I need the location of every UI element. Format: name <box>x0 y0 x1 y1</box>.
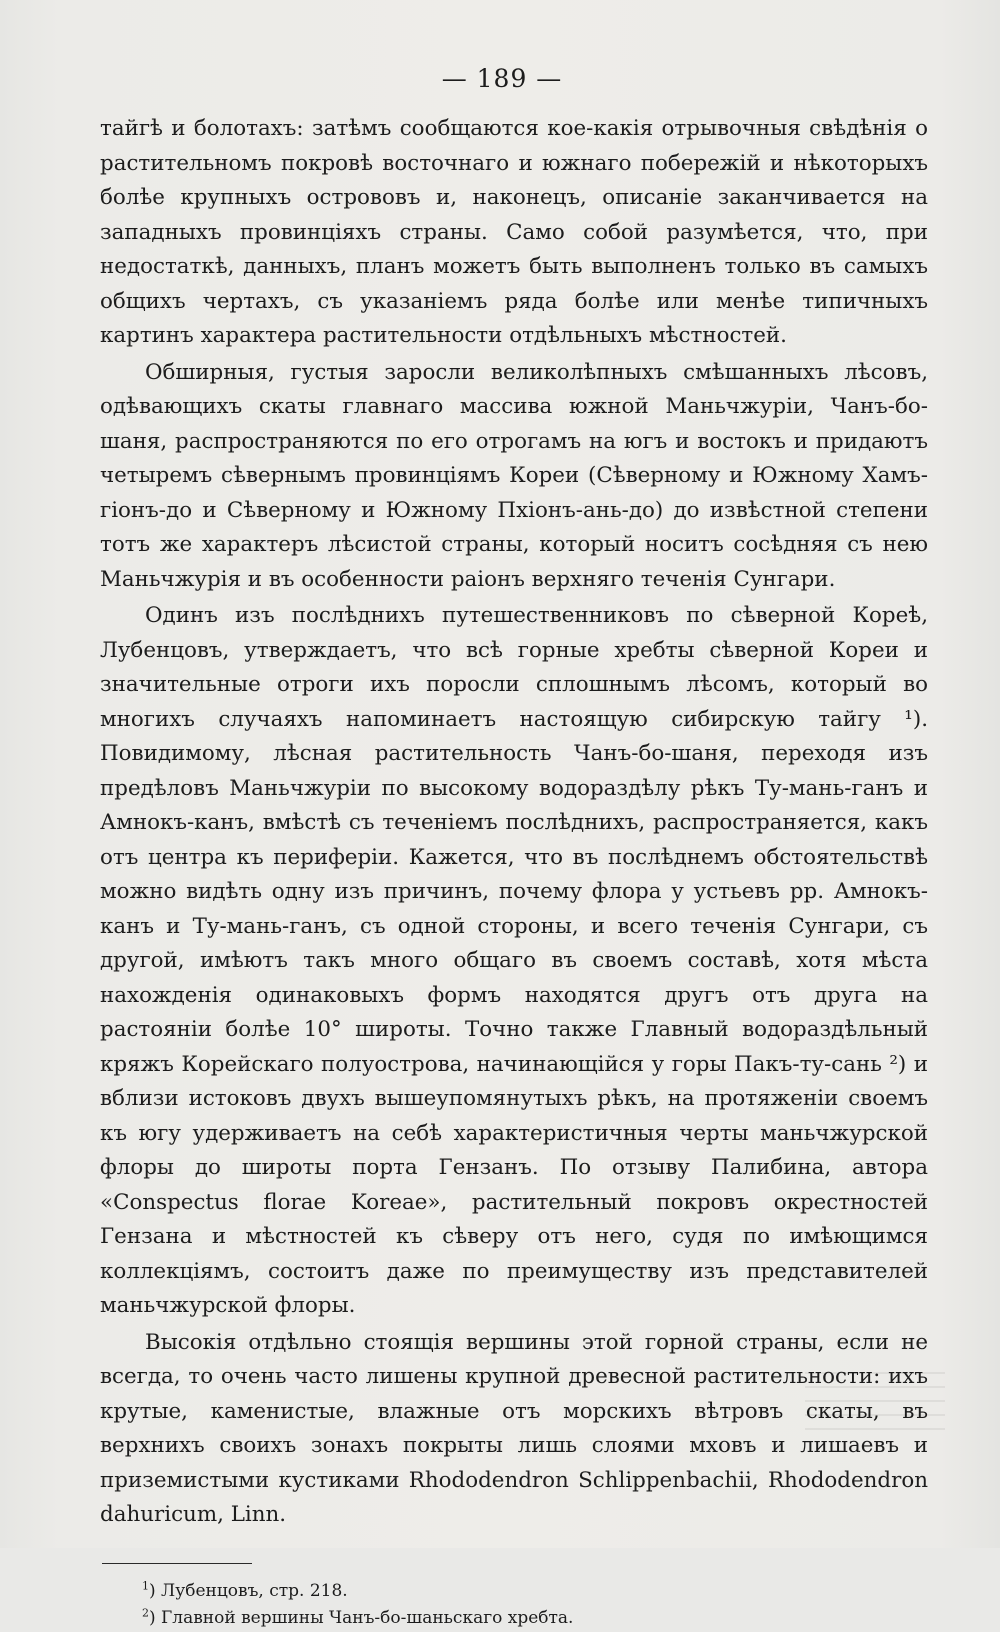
footnote-1-mark: 1 <box>142 1578 149 1592</box>
page-number: — 189 — <box>441 64 563 93</box>
footnote-1 <box>142 1578 928 1605</box>
paper-show-through <box>805 1370 945 1430</box>
footnotes <box>100 1578 928 1632</box>
footnote-1-text: ) Лубенцовъ, стр. 218. <box>149 1580 348 1601</box>
paragraph-3: Одинъ изъ послѣднихъ путешественниковъ по сѣверной Кореѣ, Лубенцовъ, утверждаетъ, что всѣ горные хребты сѣверной Кореи и значительные отроги ихъ поросли сплошнымъ лѣсомъ, который во многихъ случаяхъ напоминаетъ настоящую сибирскую тайгу ¹). Повидимому, лѣсная растительность Чанъ-бо-шаня, переходя изъ предѣловъ Маньчжуріи по высокому водораздѣлу рѣкъ Ту-мань-ганъ и Амнокъ-канъ, вмѣстѣ съ теченіемъ послѣднихъ, распространяется, какъ отъ центра къ периферіи. Кажется, что въ послѣднемъ обстоятельствѣ можно видѣть одну изъ причинъ, почему флора у устьевъ рр. Амнокъ-канъ и Ту-мань-ганъ, съ одной стороны, и всего теченія Сунгари, съ другой, имѣютъ такъ много общаго въ своемъ составѣ, хотя мѣста нахожденія одинаковыхъ формъ находятся другъ отъ друга на растояніи болѣе 10° широты. Точно также Главный водораздѣльный кряжъ Корейскаго полуострова, начинающійся у горы Пакъ-ту-сань ²) и вблизи истоковъ двухъ вышеупомянутыхъ рѣкъ, на протяженіи своемъ къ югу удерживаетъ на себѣ характеристичныя черты маньчжурской флоры до широты порта Гензанъ. По отзыву Палибина, автора «Conspectus florae Koreae», растительный покровъ окрестностей Гензана и мѣстностей къ сѣверу отъ него, судя по имѣющимся коллекціямъ, состоитъ даже по преимуществу изъ представителей маньчжурской флоры. <box>100 603 928 1318</box>
footnote-2 <box>142 1605 928 1632</box>
body-text <box>100 112 928 1533</box>
paragraph-4: Высокія отдѣльно стоящія вершины этой горной страны, если не всегда, то очень часто лишены крупной древесной растительности: ихъ крутые, каменистые, влажные отъ морскихъ вѣтровъ скаты, въ верхнихъ своихъ зонахъ покрыты лишь слоями мховъ и лишаевъ и приземистыми кустиками Rhododendron Schlippenbachii, Rhododendron dahuricum, Linn. <box>100 1329 928 1527</box>
footnote-divider <box>102 1563 252 1564</box>
footnote-2-text: ) Главной вершины Чанъ-бо-шаньскаго хребта. <box>149 1607 574 1628</box>
paragraph-2: Обширныя, густыя заросли великолѣпныхъ смѣшанныхъ лѣсовъ, одѣвающихъ скаты главнаго массива южной Маньчжуріи, Чанъ-бо-шаня, распространяются по его отрогамъ на югъ и востокъ и придаютъ четыремъ сѣвернымъ провинціямъ Кореи (Сѣверному и Южному Хамъ-гіонъ-до и Сѣверному и Южному Пхіонъ-ань-до) до извѣстной степени тотъ же характеръ лѣсистой страны, который носитъ сосѣдняя съ нею Маньчжурія и въ особенности раіонъ верхняго теченія Сунгари. <box>100 359 928 592</box>
paragraph-1: тайгѣ и болотахъ: затѣмъ сообщаются кое-какія отрывочныя свѣдѣнія о растительномъ покровѣ восточнаго и южнаго побережій и нѣкоторыхъ болѣе крупныхъ острововъ и, наконецъ, описаніе заканчивается на западныхъ провинціяхъ страны. Само собой разумѣется, что, при недостаткѣ, данныхъ, планъ можетъ быть выполненъ только въ самыхъ общихъ чертахъ, съ указаніемъ ряда болѣе или менѣе типичныхъ картинъ характера растительности отдѣльныхъ мѣстностей. <box>100 116 928 348</box>
footnote-2-mark: 2 <box>142 1605 149 1619</box>
